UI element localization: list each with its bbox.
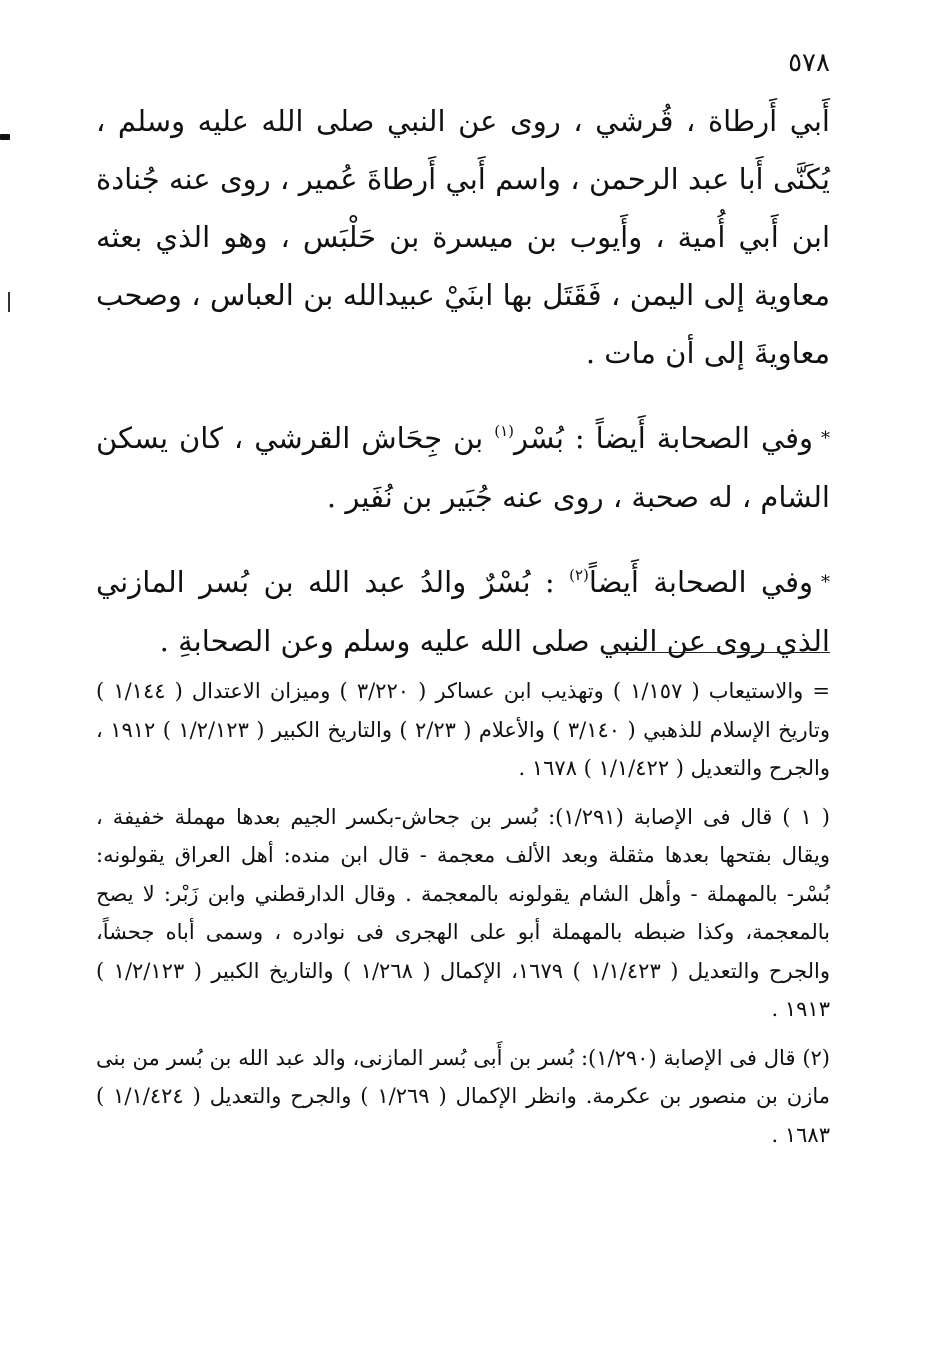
entry-3-text: : بُسْرٌ والدُ عبد الله بن بُسر المازني الذي روى عن النبي صلى الله عليه وسلم وعن الصحابةِ . — [96, 565, 830, 658]
entry-2-lead: وفي الصحابة أَيضاً : بُسْر — [514, 421, 813, 455]
margin-mark — [0, 134, 10, 140]
entry-star: * — [821, 572, 830, 593]
footnote-ref-1[interactable]: (١) — [494, 422, 515, 440]
entry-3-lead: وفي الصحابة أَيضاً — [588, 565, 813, 599]
footnote-1: ( ١ ) قال فى الإصابة (١/٢٩١): بُسر بن جحاش-بكسر الجيم بعدها مهملة خفيفة ، ويقال بفتحها بعدها مثقلة وبعد الألف معجمة - قال ابن منده: أهل العراق يقولونه: بُسْر- بالمهملة - وأهل الشام يقولونه بالمعجمة . وقال الدارقطني وابن زَبْر: لا يصح بالمعجمة، وكذا ضبطه بالمهملة أبو على الهجرى فى نوادره ، وسمى أباه جحشاً، والجرح والتعديل ( ١/١/٤٢٣ ) ١٦٧٩، الإكمال ( ١/٢٦٨ ) والتاريخ الكبير ( ١/٢/١٢٣ ) ١٩١٣ . — [96, 804, 831, 1021]
entry-2 — [96, 402, 830, 526]
footnote-divider — [614, 652, 830, 653]
margin-tick — [8, 292, 10, 312]
entry-star: * — [820, 428, 830, 449]
main-text — [96, 92, 830, 670]
footnotes — [96, 672, 830, 1154]
page-number: ٥٧٨ — [788, 48, 830, 78]
entry-2-text: بن جِحَاش القرشي ، كان يسكن الشام ، له صحبة ، روى عنه جُبَير بن نُفَير . — [96, 421, 830, 514]
footnote-continuation: = والاستيعاب ( ١/١٥٧ ) وتهذيب ابن عساكر ( ٣/٢٢٠ ) وميزان الاعتدال ( ١/١٤٤ ) وتاريخ الإسلام للذهبي ( ٣/١٤٠ ) والأعلام ( ٢/٢٣ ) والتاريخ الكبير ( ١/٢/١٢٣ ) ١٩١٢ ، والجرح والتعديل ( ١/١/٤٢٢ ) ١٦٧٨ . — [96, 679, 831, 780]
footnote-2: (٢) قال فى الإصابة (١/٢٩٠): بُسر بن أَبى بُسر المازنى، والد عبد الله بن بُسر من بنى مازن بن منصور بن عكرمة. وانظر الإكمال ( ١/٢٦٩ ) والجرح والتعديل ( ١/١/٤٢٤ ) ١٦٨٣ . — [96, 1045, 831, 1147]
footnote-ref-2[interactable]: (٢) — [569, 566, 589, 584]
paragraph-1: أَبي أَرطاة ، قُرشي ، روى عن النبي صلى الله عليه وسلم ، يُكَنَّى أَبا عبد الرحمن ، واسم أَبي أَرطاةَ عُمير ، روى عنه جُنادة ابن أَبي أُمية ، وأَيوب بن ميسرة بن حَلْبَس ، وهو الذي بعثه معاوية إلى اليمن ، فَقَتَل بها ابنَيْ عبيدالله بن العباس ، وصحب معاويةَ إلى أن مات . — [96, 104, 830, 370]
